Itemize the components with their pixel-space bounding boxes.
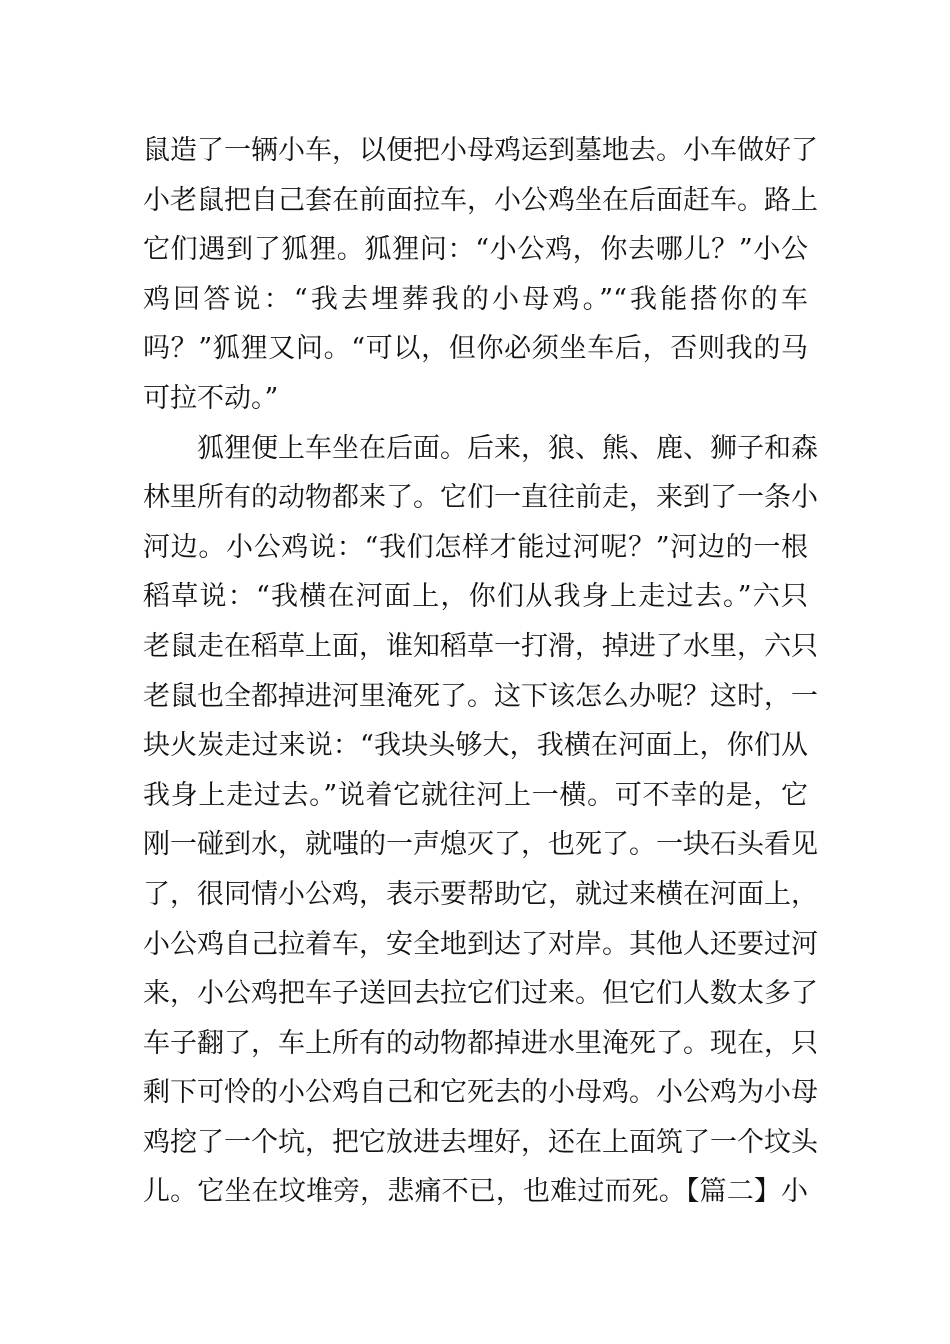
text-line: 老鼠走在稻草上面，谁知稻草一打滑，掉进了水里，六只 — [143, 630, 818, 662]
text-line: 小公鸡自己拉着车，安全地到达了对岸。其他人还要过河 — [143, 928, 818, 960]
text-line: 我身上走过去。”说着它就往河上一横。可不幸的是，它 — [143, 779, 808, 811]
text-line: 了，很同情小公鸡，表示要帮助它，就过来横在河面上， — [143, 878, 818, 910]
text-line: 鼠造了一辆小车，以便把小母鸡运到墓地去。小车做好了 — [143, 135, 818, 166]
text-line: 林里所有的动物都来了。它们一直往前走，来到了一条小 — [143, 482, 818, 514]
text-line: 可拉不动。” — [143, 382, 279, 414]
text-line: 车子翻了，车上所有的动物都掉进水里淹死了。现在，只 — [143, 1027, 818, 1059]
text-line: 儿。它坐在坟堆旁，悲痛不已，也难过而死。【篇二】小 — [143, 1176, 808, 1208]
text-line: 块火炭走过来说：“我块头够大，我横在河面上，你们从 — [143, 730, 808, 762]
paragraph-first-line: 狐狸便上车坐在后面。后来，狼、熊、鹿、狮子和森 — [197, 432, 818, 464]
text-line: 河边。小公鸡说：“我们怎样才能过河呢？”河边的一根 — [143, 531, 808, 563]
text-line: 刚一碰到水，就嗤的一声熄灭了，也死了。一块石头看见 — [143, 829, 818, 861]
text-line: 鸡挖了一个坑，把它放进去埋好，还在上面筑了一个坟头 — [143, 1126, 818, 1158]
text-line: 稻草说：“我横在河面上，你们从我身上走过去。”六只 — [143, 581, 808, 613]
text-line: 吗？”狐狸又问。“可以，但你必须坐车后，否则我的马 — [143, 333, 808, 365]
text-line: 它们遇到了狐狸。狐狸问：“小公鸡，你去哪儿？”小公 — [143, 234, 808, 266]
text-line: 剩下可怜的小公鸡自己和它死去的小母鸡。小公鸡为小母 — [143, 1077, 818, 1109]
text-line: 小老鼠把自己套在前面拉车，小公鸡坐在后面赶车。路上 — [143, 184, 818, 216]
text-line: 来，小公鸡把车子送回去拉它们过来。但它们人数太多了 — [143, 978, 818, 1010]
text-line: 鸡回答说：“我去埋葬我的小母鸡。”“我能搭你的车 — [143, 283, 808, 315]
text-line: 老鼠也全都掉进河里淹死了。这下该怎么办呢？这时，一 — [143, 680, 818, 712]
story-text — [143, 126, 818, 1217]
